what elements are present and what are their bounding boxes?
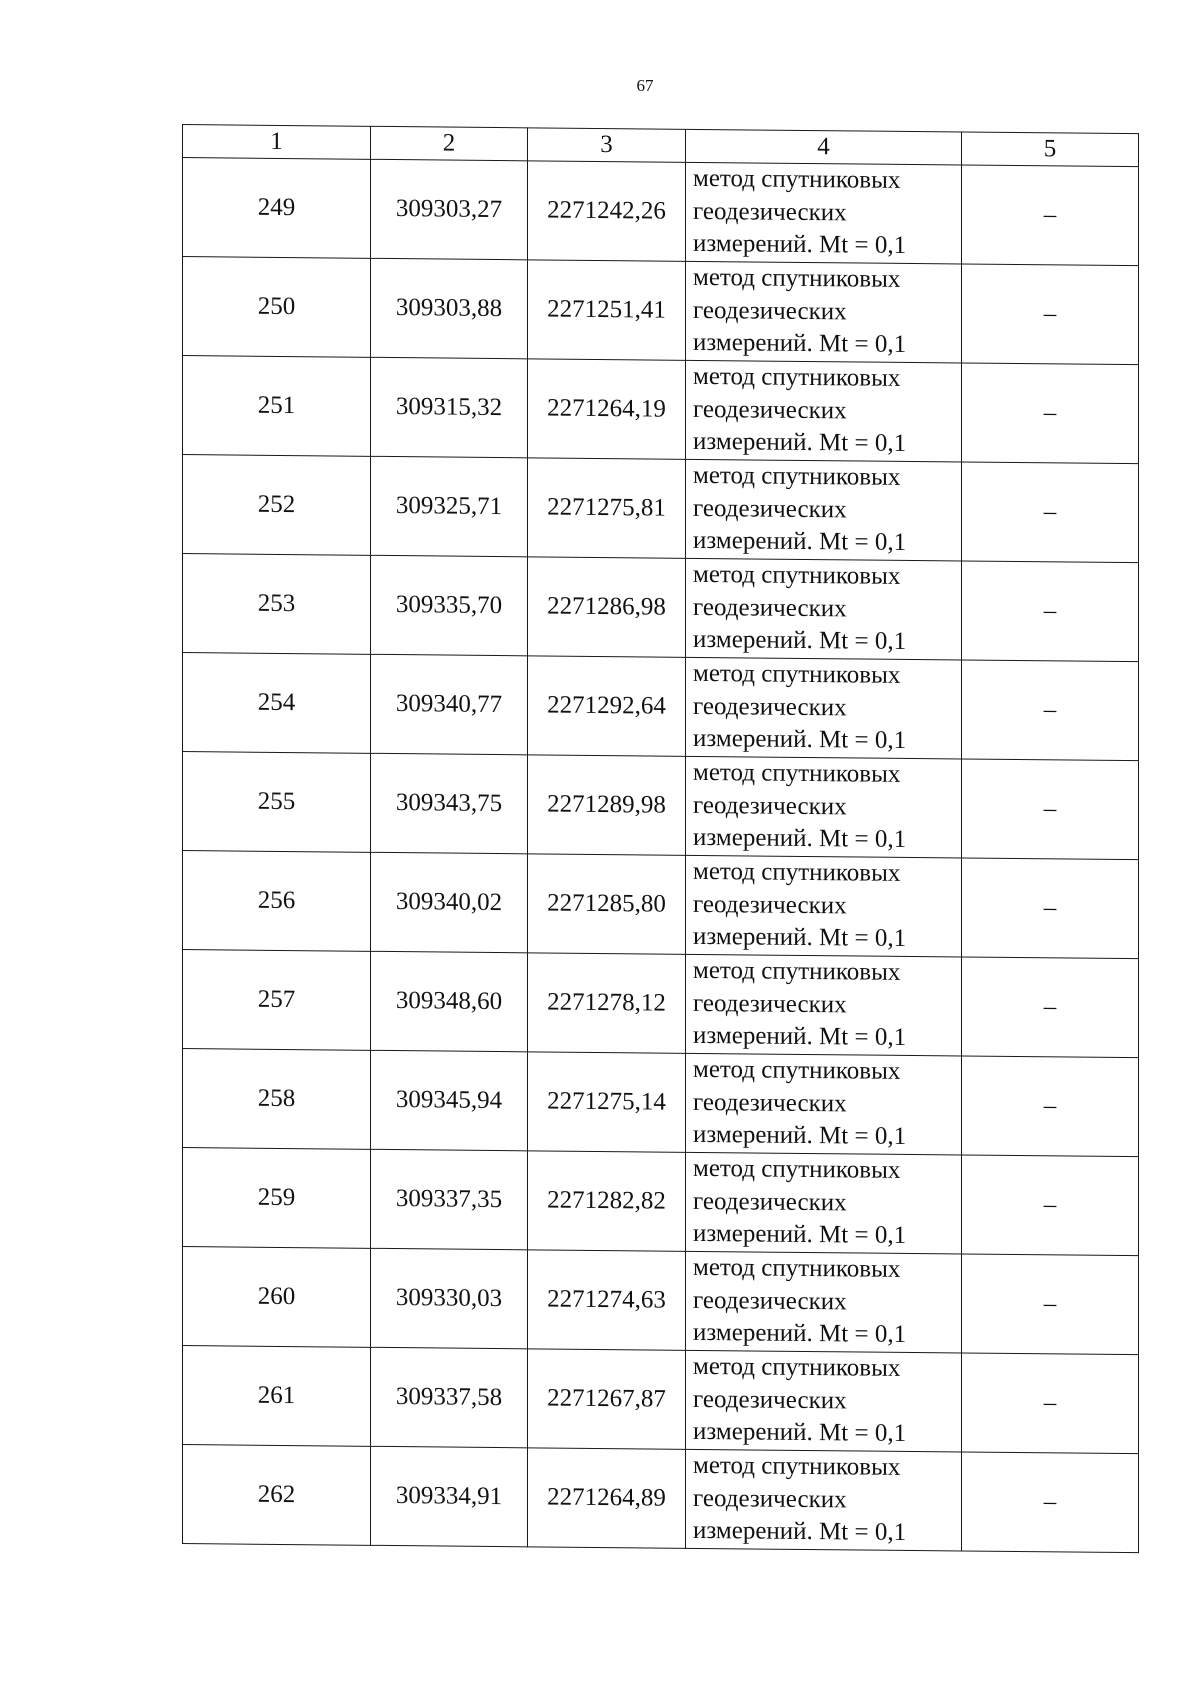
method-line: метод спутниковых xyxy=(693,1452,901,1482)
table-row xyxy=(183,1049,1139,1157)
y-coordinate-cell: 2271278,12 xyxy=(528,953,686,1054)
y-coordinate-cell: 2271274,63 xyxy=(528,1250,686,1351)
table-row xyxy=(183,455,1139,563)
point-number-cell: 252 xyxy=(183,455,371,556)
note-cell: – xyxy=(962,1056,1139,1157)
x-coordinate-cell: 309325,71 xyxy=(371,456,528,557)
x-coordinate-cell: 309335,70 xyxy=(371,555,528,656)
table-row xyxy=(183,752,1139,860)
note-cell: – xyxy=(962,1155,1139,1256)
point-number-cell: 250 xyxy=(183,257,371,358)
method-cell xyxy=(686,657,962,759)
y-coordinate-cell: 2271289,98 xyxy=(528,755,686,856)
method-line: геодезических xyxy=(693,1385,847,1415)
y-coordinate-cell: 2271264,89 xyxy=(528,1448,686,1549)
point-number-cell: 257 xyxy=(183,950,371,1051)
method-line: геодезических xyxy=(693,1187,847,1217)
method-line: геодезических xyxy=(693,296,847,326)
table-row xyxy=(183,356,1139,464)
method-cell xyxy=(686,558,962,660)
y-coordinate-cell: 2271264,19 xyxy=(528,359,686,460)
note-cell: – xyxy=(962,957,1139,1058)
method-line: измерений. Mt = 0,1 xyxy=(693,1220,907,1250)
x-coordinate-cell: 309340,02 xyxy=(371,852,528,953)
table-row xyxy=(183,1247,1139,1355)
method-cell xyxy=(686,1350,962,1452)
method-line: геодезических xyxy=(693,890,847,920)
header-col-1: 1 xyxy=(183,125,371,160)
note-cell: – xyxy=(962,759,1139,860)
method-line: измерений. Mt = 0,1 xyxy=(693,230,907,260)
x-coordinate-cell: 309303,27 xyxy=(371,159,528,260)
x-coordinate-cell: 309340,77 xyxy=(371,654,528,755)
x-coordinate-cell: 309343,75 xyxy=(371,753,528,854)
x-coordinate-cell: 309345,94 xyxy=(371,1050,528,1151)
note-cell: – xyxy=(962,363,1139,464)
method-cell xyxy=(686,162,962,264)
table-row xyxy=(183,158,1139,266)
x-coordinate-cell: 309348,60 xyxy=(371,951,528,1052)
method-line: метод спутниковых xyxy=(693,363,901,393)
method-cell xyxy=(686,459,962,561)
table-row xyxy=(183,1148,1139,1256)
y-coordinate-cell: 2271286,98 xyxy=(528,557,686,658)
header-col-2: 2 xyxy=(371,126,528,161)
note-cell: – xyxy=(962,660,1139,761)
method-line: геодезических xyxy=(693,197,847,227)
table-row xyxy=(183,554,1139,662)
point-number-cell: 251 xyxy=(183,356,371,457)
table-row xyxy=(183,851,1139,959)
table-row xyxy=(183,653,1139,761)
method-line: метод спутниковых xyxy=(693,759,901,789)
method-cell xyxy=(686,1251,962,1353)
method-cell xyxy=(686,855,962,957)
note-cell: – xyxy=(962,1353,1139,1454)
method-cell xyxy=(686,1152,962,1254)
table-row xyxy=(183,257,1139,365)
method-line: измерений. Mt = 0,1 xyxy=(693,1022,907,1052)
y-coordinate-cell: 2271282,82 xyxy=(528,1151,686,1252)
point-number-cell: 256 xyxy=(183,851,371,952)
method-line: измерений. Mt = 0,1 xyxy=(693,428,907,458)
note-cell: – xyxy=(962,858,1139,959)
method-line: геодезических xyxy=(693,593,847,623)
y-coordinate-cell: 2271251,41 xyxy=(528,260,686,361)
method-line: метод спутниковых xyxy=(693,1155,901,1185)
method-line: измерений. Mt = 0,1 xyxy=(693,527,907,557)
method-cell xyxy=(686,261,962,363)
method-line: метод спутниковых xyxy=(693,858,901,888)
method-line: метод спутниковых xyxy=(693,264,901,294)
note-cell: – xyxy=(962,264,1139,365)
method-line: геодезических xyxy=(693,1484,847,1514)
x-coordinate-cell: 309337,35 xyxy=(371,1149,528,1250)
y-coordinate-cell: 2271267,87 xyxy=(528,1349,686,1450)
point-number-cell: 259 xyxy=(183,1148,371,1249)
x-coordinate-cell: 309303,88 xyxy=(371,258,528,359)
method-line: измерений. Mt = 0,1 xyxy=(693,1121,907,1151)
method-cell xyxy=(686,1053,962,1155)
method-line: измерений. Mt = 0,1 xyxy=(693,1517,907,1547)
page-number: 67 xyxy=(636,76,654,95)
header-col-5: 5 xyxy=(962,132,1139,167)
x-coordinate-cell: 309330,03 xyxy=(371,1248,528,1349)
point-number-cell: 261 xyxy=(183,1346,371,1447)
method-line: метод спутниковых xyxy=(693,1056,901,1086)
method-line: измерений. Mt = 0,1 xyxy=(693,1319,907,1349)
method-line: геодезических xyxy=(693,692,847,722)
method-line: геодезических xyxy=(693,494,847,524)
method-line: метод спутниковых xyxy=(693,462,901,492)
method-line: геодезических xyxy=(693,791,847,821)
table-body xyxy=(183,158,1139,1553)
method-line: измерений. Mt = 0,1 xyxy=(693,824,907,854)
method-line: геодезических xyxy=(693,1286,847,1316)
note-cell: – xyxy=(962,1452,1139,1553)
point-number-cell: 258 xyxy=(183,1049,371,1150)
x-coordinate-cell: 309334,91 xyxy=(371,1446,528,1547)
x-coordinate-cell: 309337,58 xyxy=(371,1347,528,1448)
method-line: метод спутниковых xyxy=(693,561,901,591)
point-number-cell: 260 xyxy=(183,1247,371,1348)
y-coordinate-cell: 2271285,80 xyxy=(528,854,686,955)
header-col-4: 4 xyxy=(686,129,962,165)
method-line: метод спутниковых xyxy=(693,1353,901,1383)
method-line: измерений. Mt = 0,1 xyxy=(693,923,907,953)
point-number-cell: 249 xyxy=(183,158,371,259)
method-line: измерений. Mt = 0,1 xyxy=(693,1418,907,1448)
method-line: метод спутниковых xyxy=(693,1254,901,1284)
method-line: метод спутниковых xyxy=(693,957,901,987)
x-coordinate-cell: 309315,32 xyxy=(371,357,528,458)
method-line: измерений. Mt = 0,1 xyxy=(693,626,907,656)
point-number-cell: 253 xyxy=(183,554,371,655)
method-line: геодезических xyxy=(693,989,847,1019)
table-row xyxy=(183,950,1139,1058)
method-line: геодезических xyxy=(693,1088,847,1118)
table-row xyxy=(183,1445,1139,1553)
note-cell: – xyxy=(962,1254,1139,1355)
y-coordinate-cell: 2271242,26 xyxy=(528,161,686,262)
y-coordinate-cell: 2271292,64 xyxy=(528,656,686,757)
point-number-cell: 254 xyxy=(183,653,371,754)
method-line: измерений. Mt = 0,1 xyxy=(693,329,907,359)
note-cell: – xyxy=(962,165,1139,266)
method-line: геодезических xyxy=(693,395,847,425)
method-cell xyxy=(686,954,962,1056)
point-number-cell: 255 xyxy=(183,752,371,853)
y-coordinate-cell: 2271275,81 xyxy=(528,458,686,559)
coordinates-table xyxy=(182,124,1139,1553)
y-coordinate-cell: 2271275,14 xyxy=(528,1052,686,1153)
method-line: измерений. Mt = 0,1 xyxy=(693,725,907,755)
table-row xyxy=(183,1346,1139,1454)
method-cell xyxy=(686,1449,962,1551)
note-cell: – xyxy=(962,561,1139,662)
method-cell xyxy=(686,360,962,462)
method-cell xyxy=(686,756,962,858)
header-col-3: 3 xyxy=(528,128,686,163)
method-line: метод спутниковых xyxy=(693,165,901,195)
note-cell: – xyxy=(962,462,1139,563)
point-number-cell: 262 xyxy=(183,1445,371,1546)
method-line: метод спутниковых xyxy=(693,660,901,690)
